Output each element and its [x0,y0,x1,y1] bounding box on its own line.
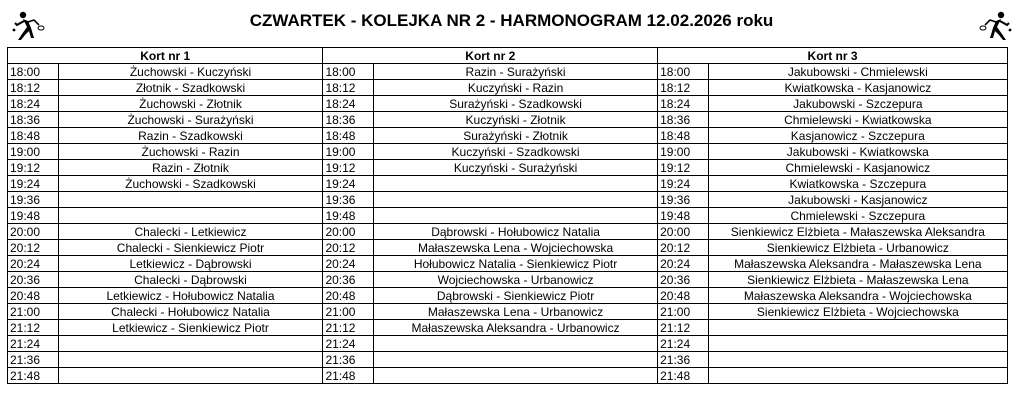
court-2-match [374,176,658,192]
court-3-time: 19:36 [658,192,709,208]
court-1-time: 20:00 [8,224,59,240]
court-2-time: 18:12 [323,80,374,96]
court-2-time: 21:12 [323,320,374,336]
court-2-match [374,352,658,368]
court-2-match: Kuczyński - Złotnik [374,112,658,128]
court-3-time: 21:12 [658,320,709,336]
court-1-time: 18:00 [8,64,59,80]
court-1-match: Złotnik - Szadkowski [58,80,323,96]
court-1-match: Letkiewicz - Hołubowicz Natalia [58,288,323,304]
page-title: CZWARTEK - KOLEJKA NR 2 - HARMONOGRAM 12.02.2026 roku [249,11,774,30]
table-row [8,144,1008,160]
court-1-match: Żuchowski - Złotnik [58,96,323,112]
court-3-match [708,352,1007,368]
court-1-match: Chalecki - Dąbrowski [58,272,323,288]
court-3-match [708,320,1007,336]
court-2-time: 18:48 [323,128,374,144]
court-1-header: Kort nr 1 [8,48,323,64]
court-2-time: 20:48 [323,288,374,304]
court-3-time: 20:12 [658,240,709,256]
court-2-time: 21:00 [323,304,374,320]
court-3-match: Sienkiewicz Elżbieta - Wojciechowska [708,304,1007,320]
court-1-time: 18:48 [8,128,59,144]
court-1-time: 21:36 [8,352,59,368]
table-row [8,240,1008,256]
table-row [8,336,1008,352]
court-3-time: 18:36 [658,112,709,128]
court-3-time: 18:00 [658,64,709,80]
table-row [8,304,1008,320]
table-row [8,176,1008,192]
court-2-match [374,192,658,208]
court-2-match: Hołubowicz Natalia - Sienkiewicz Piotr [374,256,658,272]
court-3-match: Sienkiewicz Elżbieta - Małaszewska Aleksandra [708,224,1007,240]
court-3-match: Sienkiewicz Elżbieta - Małaszewska Lena [708,272,1007,288]
table-row [8,96,1008,112]
court-1-match [58,192,323,208]
court-1-match: Letkiewicz - Dąbrowski [58,256,323,272]
court-3-time: 21:24 [658,336,709,352]
court-3-time: 20:00 [658,224,709,240]
court-2-time: 18:00 [323,64,374,80]
court-2-match: Surażyński - Złotnik [374,128,658,144]
court-2-match: Małaszewska Lena - Wojciechowska [374,240,658,256]
court-1-match: Żuchowski - Surażyński [58,112,323,128]
court-2-time: 21:48 [323,368,374,384]
table-row [8,272,1008,288]
court-1-time: 21:12 [8,320,59,336]
court-3-match: Małaszewska Aleksandra - Wojciechowska [708,288,1007,304]
header-row [8,48,1008,64]
court-1-time: 21:24 [8,336,59,352]
court-1-match [58,208,323,224]
court-2-time: 18:36 [323,112,374,128]
court-1-time: 19:36 [8,192,59,208]
table-row [8,352,1008,368]
court-2-match: Kuczyński - Razin [374,80,658,96]
table-row [8,160,1008,176]
schedule-table [7,47,1008,384]
table-row [8,64,1008,80]
court-3-match [708,336,1007,352]
court-3-match: Kwiatkowska - Kasjanowicz [708,80,1007,96]
court-1-time: 21:48 [8,368,59,384]
court-1-time: 18:12 [8,80,59,96]
court-2-time: 18:24 [323,96,374,112]
court-1-match [58,352,323,368]
court-2-match [374,336,658,352]
table-row [8,368,1008,384]
table-row [8,208,1008,224]
court-3-match: Małaszewska Aleksandra - Małaszewska Lena [708,256,1007,272]
court-1-time: 18:24 [8,96,59,112]
table-row [8,128,1008,144]
court-3-match: Sienkiewicz Elżbieta - Urbanowicz [708,240,1007,256]
court-1-time: 20:24 [8,256,59,272]
court-2-match: Kuczyński - Surażyński [374,160,658,176]
court-1-match: Razin - Szadkowski [58,128,323,144]
table-row [8,80,1008,96]
court-1-time: 18:36 [8,112,59,128]
court-3-match: Jakubowski - Szczepura [708,96,1007,112]
court-1-time: 19:48 [8,208,59,224]
court-2-time: 20:24 [323,256,374,272]
court-2-time: 19:00 [323,144,374,160]
court-3-time: 18:12 [658,80,709,96]
court-3-match: Chmielewski - Kwiatkowska [708,112,1007,128]
court-1-time: 20:12 [8,240,59,256]
court-3-match: Kasjanowicz - Szczepura [708,128,1007,144]
court-1-time: 19:24 [8,176,59,192]
court-2-match: Razin - Surażyński [374,64,658,80]
court-2-match [374,208,658,224]
court-3-time: 20:48 [658,288,709,304]
court-1-match: Chalecki - Hołubowicz Natalia [58,304,323,320]
court-3-match: Chmielewski - Szczepura [708,208,1007,224]
court-1-time: 21:00 [8,304,59,320]
court-2-time: 19:24 [323,176,374,192]
court-3-time: 19:00 [658,144,709,160]
court-2-match: Dąbrowski - Hołubowicz Natalia [374,224,658,240]
court-2-time: 20:12 [323,240,374,256]
court-3-time: 21:36 [658,352,709,368]
table-row [8,192,1008,208]
court-3-header: Kort nr 3 [658,48,1008,64]
court-2-time: 21:24 [323,336,374,352]
court-3-time: 18:48 [658,128,709,144]
court-3-match: Chmielewski - Kasjanowicz [708,160,1007,176]
court-1-match: Żuchowski - Kuczyński [58,64,323,80]
court-2-time: 20:36 [323,272,374,288]
court-3-match: Kwiatkowska - Szczepura [708,176,1007,192]
court-1-match: Letkiewicz - Sienkiewicz Piotr [58,320,323,336]
table-row [8,320,1008,336]
court-2-time: 19:48 [323,208,374,224]
court-1-match: Razin - Złotnik [58,160,323,176]
court-3-match: Jakubowski - Kasjanowicz [708,192,1007,208]
court-1-time: 19:12 [8,160,59,176]
table-row [8,256,1008,272]
court-1-time: 20:36 [8,272,59,288]
table-row [8,288,1008,304]
court-1-match: Chalecki - Sienkiewicz Piotr [58,240,323,256]
court-2-match [374,368,658,384]
court-1-match [58,336,323,352]
court-2-header: Kort nr 2 [323,48,658,64]
court-1-match: Żuchowski - Szadkowski [58,176,323,192]
court-3-time: 19:12 [658,160,709,176]
court-3-time: 20:36 [658,272,709,288]
court-2-match: Dąbrowski - Sienkiewicz Piotr [374,288,658,304]
table-row [8,224,1008,240]
court-3-match [708,368,1007,384]
court-2-time: 21:36 [323,352,374,368]
court-1-match [58,368,323,384]
court-3-time: 20:24 [658,256,709,272]
court-3-match: Jakubowski - Kwiatkowska [708,144,1007,160]
court-1-match: Chalecki - Letkiewicz [58,224,323,240]
court-1-match: Żuchowski - Razin [58,144,323,160]
court-3-time: 19:48 [658,208,709,224]
table-row [8,112,1008,128]
court-3-match: Jakubowski - Chmielewski [708,64,1007,80]
court-2-time: 20:00 [323,224,374,240]
court-1-time: 20:48 [8,288,59,304]
court-1-time: 19:00 [8,144,59,160]
court-2-match: Małaszewska Aleksandra - Urbanowicz [374,320,658,336]
court-2-time: 19:12 [323,160,374,176]
court-2-match: Wojciechowska - Urbanowicz [374,272,658,288]
court-2-match: Kuczyński - Szadkowski [374,144,658,160]
court-3-time: 21:48 [658,368,709,384]
court-2-match: Surażyński - Szadkowski [374,96,658,112]
court-3-time: 19:24 [658,176,709,192]
court-3-time: 18:24 [658,96,709,112]
court-3-time: 21:00 [658,304,709,320]
court-2-match: Małaszewska Lena - Urbanowicz [374,304,658,320]
court-2-time: 19:36 [323,192,374,208]
